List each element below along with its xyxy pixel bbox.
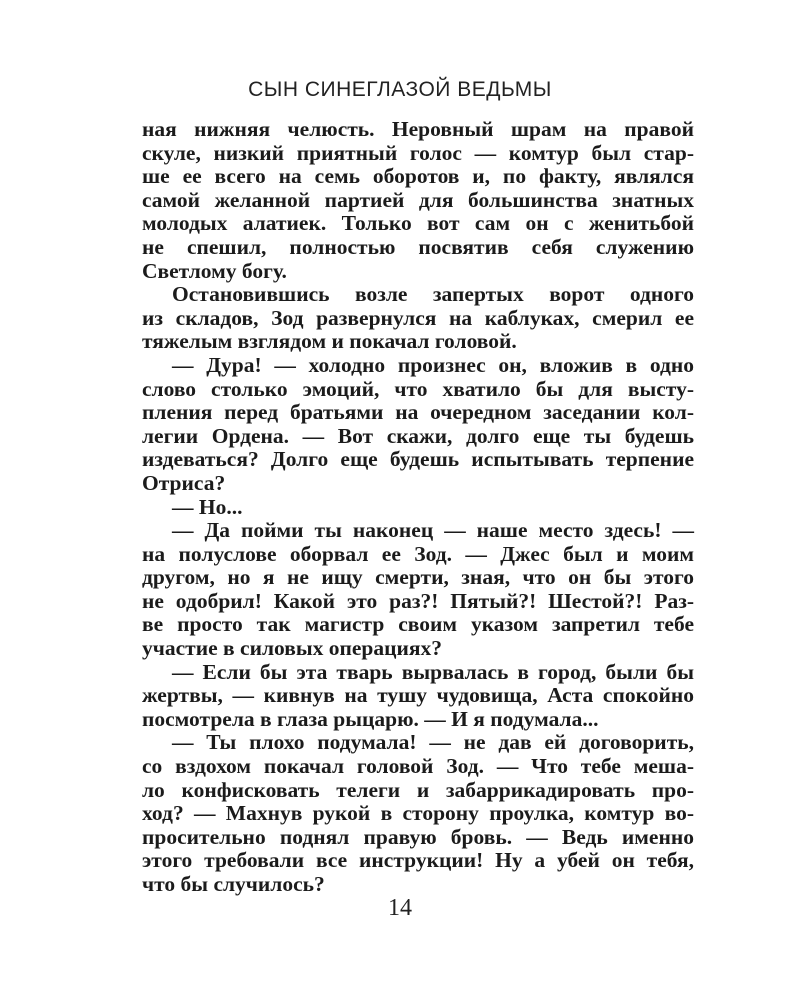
text-line: Отриса? <box>142 470 226 495</box>
text-line: молодых алатиек. Только вот сам он с женитьбой <box>142 211 694 236</box>
text-line: со вздохом покачал головой Зод. — Что тебе меша- <box>142 754 694 779</box>
text-line: посмотрела в глаза рыцарю. — И я подумала... <box>142 706 599 731</box>
paragraph <box>142 118 694 283</box>
paragraph <box>142 519 694 661</box>
text-line: издеваться? Долго еще будешь испытывать терпение <box>142 447 694 472</box>
text-line: на полуслове оборвал ее Зод. — Джес был и моим <box>142 541 694 566</box>
text-line: ход? — Махнув рукой в сторону проулка, комтур во- <box>142 801 694 826</box>
paragraph <box>142 731 694 896</box>
text-line: Остановившись возле запертых ворот одного <box>172 282 694 307</box>
text-line: — Да пойми ты наконец — наше место здесь! — <box>172 518 694 543</box>
running-head: СЫН СИНЕГЛАЗОЙ ВЕДЬМЫ <box>248 78 552 101</box>
text-line: — Но... <box>172 494 243 519</box>
paragraph <box>142 283 694 354</box>
text-line: из складов, Зод развернулся на каблуках, смерил ее <box>142 305 694 330</box>
text-line: жертвы, — кивнув на тушу чудовища, Аста спокойно <box>142 683 694 708</box>
paragraph <box>142 354 694 496</box>
text-line: этого требовали все инструкции! Ну а убей он тебя, <box>142 848 694 873</box>
text-line: не спешил, полностью посвятив себя служению <box>142 234 694 259</box>
paragraph <box>142 661 694 732</box>
text-line: — Дура! — холодно произнес он, вложив в одно <box>172 352 694 377</box>
text-line: что бы случилось? <box>142 872 325 896</box>
body-text <box>142 118 694 897</box>
text-line: ная нижняя челюсть. Неровный шрам на правой <box>142 117 694 141</box>
text-line: слово столько эмоций, что хватило бы для высту- <box>142 376 694 401</box>
text-line: тяжелым взглядом и покачал головой. <box>142 329 517 354</box>
text-line: самой желанной партией для большинства знатных <box>142 187 694 212</box>
text-line: ше ее всего на семь оборотов и, по факту, являлся <box>142 164 694 189</box>
page-number: 14 <box>388 895 412 921</box>
text-line: ве просто так магистр своим указом запретил тебе <box>142 612 694 637</box>
text-line: пления перед братьями на очередном заседании кол- <box>142 400 694 425</box>
text-line: ло конфисковать телеги и забаррикадировать про- <box>142 777 694 802</box>
text-line: Светлому богу. <box>142 258 287 283</box>
text-line: не одобрил! Какой это раз?! Пятый?! Шестой?! Раз- <box>142 588 694 613</box>
paragraph <box>142 496 694 520</box>
text-line: просительно поднял правую бровь. — Ведь именно <box>142 824 694 849</box>
text-line: другом, но я не ищу смерти, зная, что он бы этого <box>142 565 694 590</box>
text-line: — Ты плохо подумала! — не дав ей договорить, <box>172 730 694 755</box>
text-line: участие в силовых операциях? <box>142 636 443 661</box>
text-line: скуле, низкий приятный голос — комтур был стар- <box>142 140 694 165</box>
text-line: легии Ордена. — Вот скажи, долго еще ты будешь <box>142 423 694 448</box>
text-line: — Если бы эта тварь вырвалась в город, были бы <box>172 659 694 684</box>
